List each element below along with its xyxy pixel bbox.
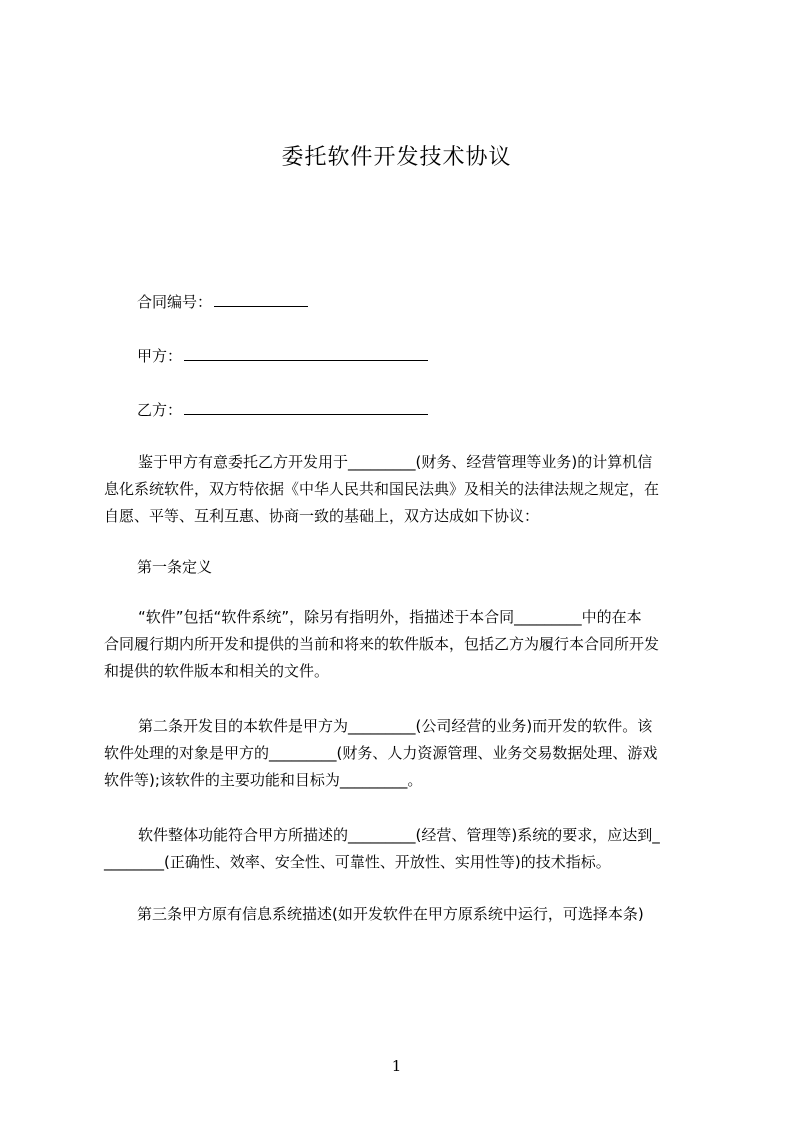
party-b-label: 乙方：: [137, 401, 183, 419]
party-a-field: [137, 345, 428, 366]
article-1-line: “软件”包括“软件系统”，除另有指明外，指描述于本合同_________中的在本: [138, 608, 642, 626]
article-1-line: 合同履行期内所开发和提供的当前和将来的软件版本，包括乙方为履行本合同所开发: [104, 635, 660, 653]
party-b-field: [137, 399, 428, 420]
contract-number-blank[interactable]: [214, 291, 308, 307]
party-b-blank[interactable]: [184, 399, 428, 415]
preamble-line: 鉴于甲方有意委托乙方开发用于_________(财务、经营管理等业务)的计算机信: [138, 453, 653, 471]
article-1-heading: 第一条定义: [137, 558, 213, 576]
article-2-extra-paragraph: [104, 822, 700, 876]
preamble-paragraph: [104, 449, 700, 530]
article-2-extra-line: ________(正确性、效率、安全性、可靠性、开放性、实用性等)的技术指标。: [104, 853, 611, 871]
article-2-line: 软件处理的对象是甲方的_________(财务、人力资源管理、业务交易数据处理、游戏: [104, 744, 658, 762]
article-2-line: 第二条开发目的本软件是甲方为_________(公司经营的业务)而开发的软件。该: [138, 717, 653, 735]
article-1-line: 和提供的软件版本和相关的文件。: [104, 662, 330, 680]
party-a-label: 甲方：: [137, 347, 183, 365]
article-2-extra-line: 软件整体功能符合甲方所描述的_________(经营、管理等)系统的要求，应达到_: [138, 826, 660, 844]
article-3-heading: 第三条甲方原有信息系统描述(如开发软件在甲方原系统中运行，可选择本条): [137, 905, 644, 923]
document-title: 委托软件开发技术协议: [281, 145, 512, 170]
preamble-line: 自愿、平等、互利互惠、协商一致的基础上，双方达成如下协议：: [104, 507, 540, 525]
party-a-blank[interactable]: [184, 345, 428, 361]
article-2-line: 软件等);该软件的主要功能和目标为_________。: [104, 771, 423, 789]
article-1-paragraph: [104, 604, 700, 685]
contract-number-label: 合同编号：: [137, 293, 213, 311]
page-number: 1: [391, 1057, 402, 1075]
preamble-line: 息化系统软件，双方特依据《中华人民共和国民法典》及相关的法律法规之规定，在: [104, 480, 660, 498]
contract-number-field: [137, 291, 308, 312]
article-2-paragraph: [104, 713, 700, 794]
